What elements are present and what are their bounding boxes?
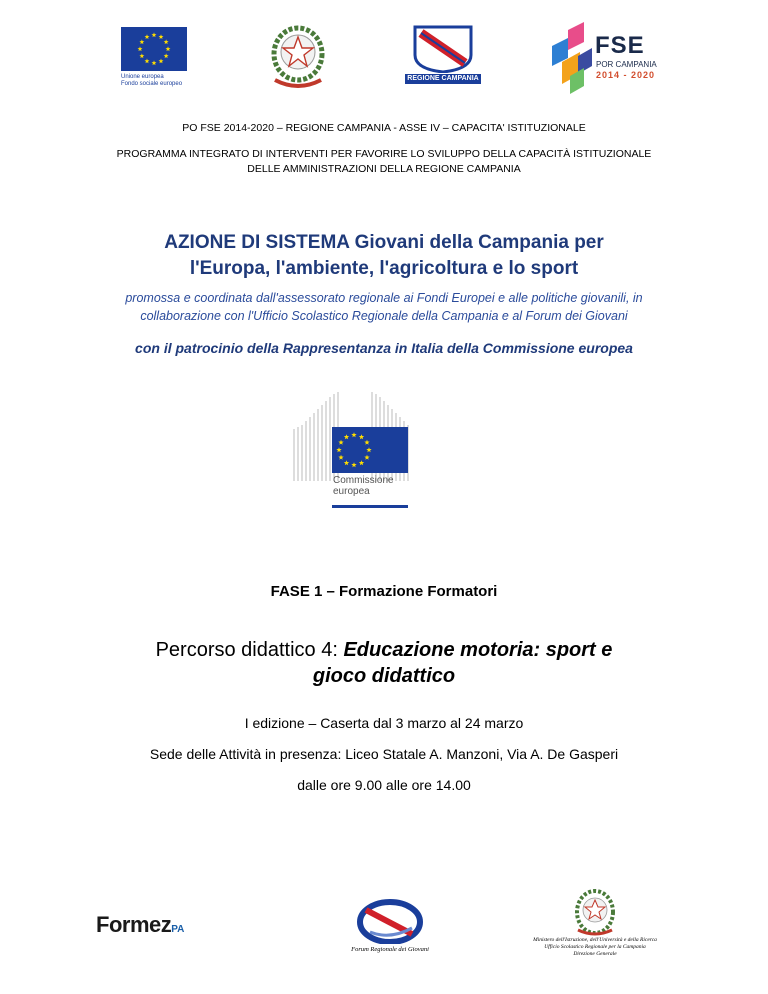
fse-cubes-icon: [548, 22, 594, 94]
patrocinio-text: con il patrocinio della Rappresentanza in Italia della Commissione europea: [135, 340, 633, 356]
forum-swirl-icon: [340, 898, 440, 944]
title-line-1: AZIONE DI SISTEMA Giovani della Campania per: [164, 232, 604, 253]
italian-republic-emblem-icon: [267, 22, 329, 90]
eu-flag-icon: [121, 27, 187, 71]
header-line-3: DELLE AMMINISTRAZIONI DELLA REGIONE CAMPANIA: [247, 163, 521, 175]
forum-caption: Forum Regionale dei Giovani: [351, 946, 429, 953]
regione-caption: REGIONE CAMPANIA: [405, 74, 481, 84]
eu-fse-caption-1: Unione europea: [121, 74, 164, 80]
regione-campania-logo: [405, 25, 481, 85]
italian-emblem-small-icon: [520, 888, 670, 936]
fse-por: POR CAMPANIA: [596, 60, 657, 69]
miur-logo: [520, 888, 670, 960]
fase-heading: FASE 1 – Formazione Formatori: [270, 583, 498, 600]
percorso-line-1: [0, 637, 768, 663]
regione-shield-icon: [405, 25, 481, 73]
percorso-line-2: [0, 663, 768, 689]
fse-years: 2014 - 2020: [596, 70, 656, 80]
eu-fse-caption-2: Fondo sociale europeo: [121, 81, 183, 87]
formez-pa-logo: [96, 912, 216, 942]
sede-text: Sede delle Attività in presenza: Liceo Statale A. Manzoni, Via A. De Gasperi: [149, 746, 619, 762]
orario-text: dalle ore 9.00 alle ore 14.00: [297, 777, 471, 793]
percorso-prefix: Percorso didattico 4:: [155, 639, 344, 661]
forum-giovani-logo: [340, 898, 440, 956]
fse-brand: FSE: [595, 32, 645, 59]
promo-line-2: collaborazione con l'Ufficio Scolastico Regionale della Campania e al Forum dei Giovani: [140, 309, 628, 323]
miur-caption-3: Direzione Generale: [573, 951, 617, 957]
formez-pa: PA: [171, 924, 185, 935]
percorso-emph-2: gioco didattico: [312, 665, 456, 687]
miur-caption: [520, 937, 670, 958]
miur-caption-1: Ministero dell'Istruzione, dell'Università e della Ricerca: [533, 937, 657, 943]
commissione-europea-logo: [292, 391, 412, 509]
title-line-2: l'Europa, l'ambiente, l'agricoltura e lo sport: [189, 258, 579, 279]
formez-name: Formez: [96, 912, 172, 937]
commissione-caption-2: europea: [333, 486, 370, 497]
percorso-emph-1: Educazione motoria: sport e: [343, 639, 613, 661]
header-line-1: PO FSE 2014-2020 – REGIONE CAMPANIA - ASSE IV – CAPACITA' ISTITUZIONALE: [182, 122, 586, 134]
edizione-text: I edizione – Caserta dal 3 marzo al 24 marzo: [244, 715, 524, 731]
header-line-2: PROGRAMMA INTEGRATO DI INTERVENTI PER FAVORIRE LO SVILUPPO DELLA CAPACITÀ ISTITUZIONALE: [116, 148, 652, 160]
eu-fse-logo: [121, 27, 189, 87]
promo-line-1: promossa e coordinata dall'assessorato regionale ai Fondi Europei e alle politiche giovanili, in: [125, 291, 643, 305]
commissione-caption-1: Commissione: [333, 475, 394, 486]
miur-caption-2: Ufficio Scolastico Regionale per la Campania: [544, 944, 646, 950]
fse-por-campania-logo: [548, 22, 658, 94]
